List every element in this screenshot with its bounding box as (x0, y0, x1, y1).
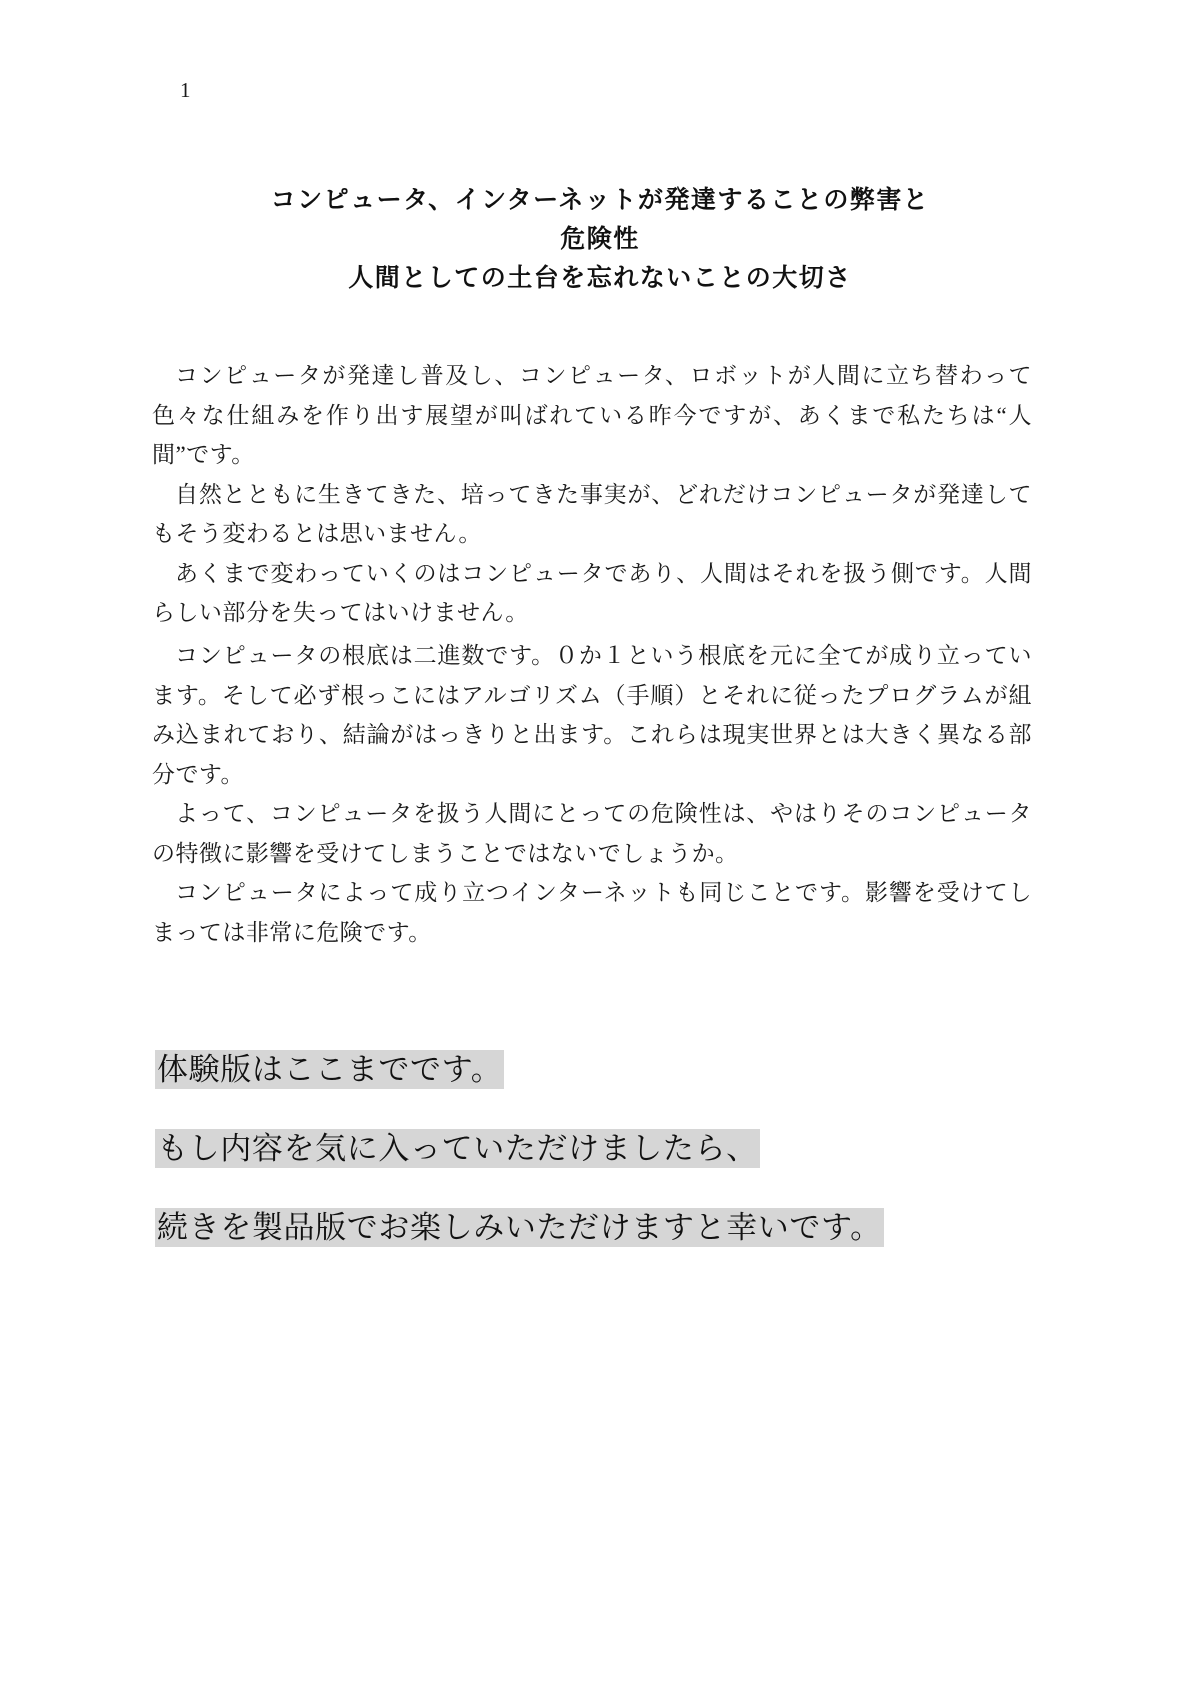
paragraph: あくまで変わっていくのはコンピュータであり、人間はそれを扱う側です。人間らしい部分を失ってはいけません。 (152, 560, 1032, 626)
notice-text-2: もし内容を気に入っていただけましたら、 (157, 1130, 758, 1166)
trial-notice (155, 1048, 1055, 1285)
paragraph: コンピュータの根底は二進数です。０か１という根底を元に全てが成り立っています。そして必ず根っこにはアルゴリズム（手順）とそれに従ったプログラムが組み込まれており、結論がはっきりと出ます。これらは現実世界とは大きく異なる部分です。 (152, 643, 1032, 787)
title-line-1: コンピュータ、インターネットが発達することの弊害と (270, 187, 930, 214)
notice-line-1 (155, 1048, 1055, 1093)
title-line-2: 危険性 (560, 225, 640, 253)
notice-text-1: 体験版はここまでです。 (157, 1052, 503, 1087)
paragraph: コンピュータによって成り立つインターネットも同じことです。影響を受けてしまっては非常に危険です。 (152, 880, 1032, 945)
notice-line-3 (155, 1206, 1055, 1251)
paragraph: コンピュータが発達し普及し、コンピュータ、ロボットが人間に立ち替わって色々な仕組みを作り出す展望が叫ばれている昨今ですが、あくまで私たちは“人間”です。 (152, 363, 1032, 468)
body-section-two (152, 636, 1032, 952)
title-line-3: 人間としての土台を忘れないことの大切さ (348, 264, 852, 292)
body-section-one (152, 356, 1032, 633)
notice-text-3: 続きを製品版でお楽しみいただけますと幸いです。 (157, 1209, 882, 1245)
paragraph: 自然とともに生きてきた、培ってきた事実が、どれだけコンピュータが発達してもそう変わるとは思いません。 (152, 481, 1032, 547)
paragraph: よって、コンピュータを扱う人間にとっての危険性は、やはりそのコンピュータの特徴に影響を受けてしまうことではないでしょうか。 (152, 801, 1032, 866)
page-number: 1 (180, 78, 191, 102)
notice-line-2 (155, 1127, 1055, 1172)
document-title (160, 182, 1040, 298)
